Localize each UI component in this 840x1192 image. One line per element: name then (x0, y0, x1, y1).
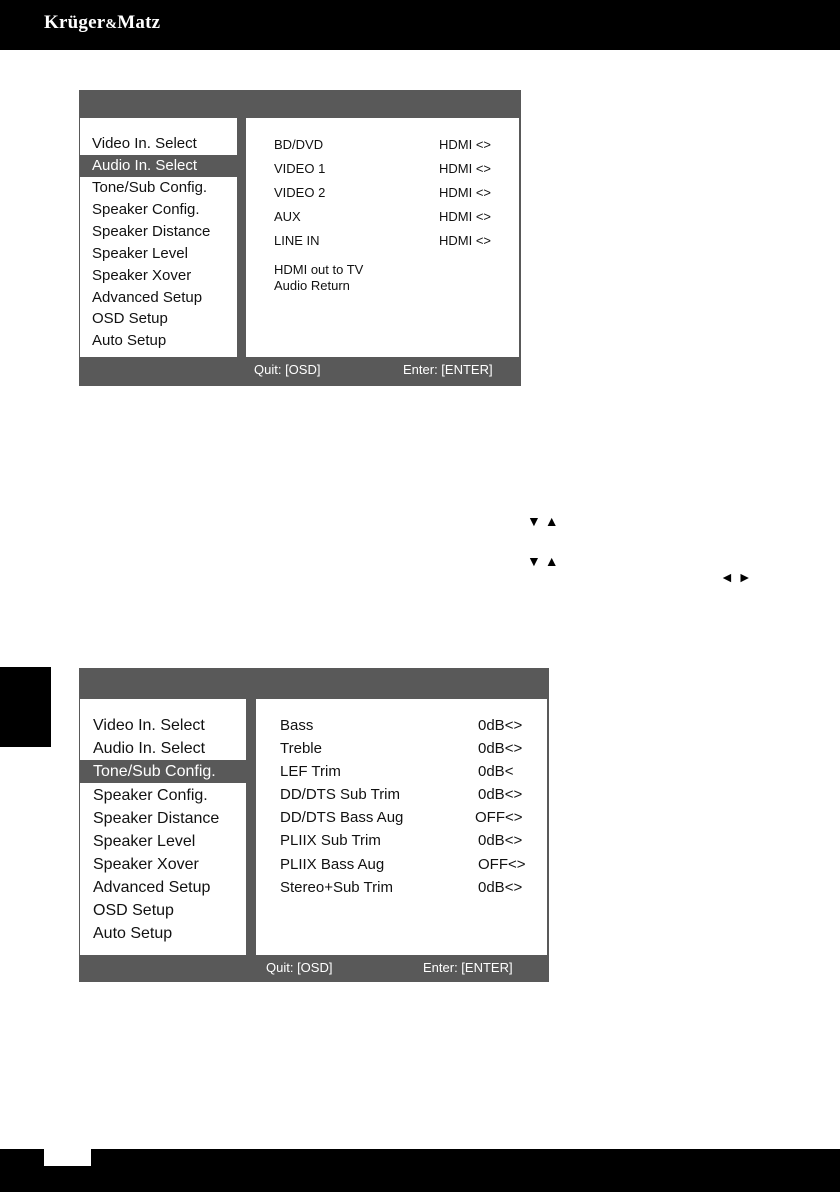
setting-value[interactable]: 0dB<> (478, 740, 523, 757)
setting-label: LEF Trim (280, 763, 341, 780)
left-right-arrows-icon: ◄ ► (720, 569, 752, 585)
setting-label: VIDEO 1 (274, 161, 326, 176)
quit-hint: Quit: [OSD] (266, 960, 333, 975)
setting-label: BD/DVD (274, 137, 324, 152)
hdmi-note-line2: Audio Return (274, 278, 350, 293)
setting-value[interactable]: 0dB< (478, 763, 514, 780)
setting-label: Bass (280, 717, 314, 734)
osd-audio-input-menu (79, 90, 521, 386)
down-up-arrows-icon: ▼ ▲ (527, 513, 559, 529)
brand-logo: Krüger&Matz (44, 12, 161, 33)
enter-hint: Enter: [ENTER] (423, 960, 513, 975)
setting-value[interactable]: OFF<> (478, 856, 526, 873)
setting-value[interactable]: 0dB<> (478, 717, 523, 734)
menu-item[interactable]: Speaker Config. (93, 787, 208, 804)
menu-item[interactable]: Speaker Xover (92, 267, 192, 284)
menu-item[interactable]: Audio In. Select (93, 740, 206, 757)
osd-menu-list (80, 699, 246, 955)
down-up-arrows-icon: ▼ ▲ (527, 553, 559, 569)
setting-value[interactable]: HDMI <> (439, 233, 492, 248)
enter-hint: Enter: [ENTER] (403, 362, 493, 377)
setting-label: AUX (274, 209, 301, 224)
menu-item[interactable]: Video In. Select (92, 135, 197, 152)
menu-item[interactable]: Speaker Level (93, 833, 196, 850)
quit-hint: Quit: [OSD] (254, 362, 321, 377)
setting-label: PLIIX Sub Trim (280, 832, 381, 849)
osd-settings-panel (256, 699, 547, 955)
setting-label: PLIIX Bass Aug (280, 856, 385, 873)
setting-value[interactable]: HDMI <> (439, 209, 492, 224)
setting-value[interactable]: 0dB<> (478, 832, 523, 849)
footer-bar (0, 1149, 840, 1192)
menu-item[interactable]: Video In. Select (93, 717, 205, 734)
setting-label: DD/DTS Sub Trim (280, 786, 401, 803)
menu-item[interactable]: Advanced Setup (92, 289, 203, 306)
side-tab (0, 667, 51, 747)
menu-item[interactable]: Auto Setup (92, 332, 167, 349)
menu-item[interactable]: OSD Setup (92, 310, 168, 327)
setting-value[interactable]: HDMI <> (439, 137, 492, 152)
setting-value[interactable]: 0dB<> (478, 879, 523, 896)
hdmi-note-line1: HDMI out to TV (274, 262, 364, 277)
menu-item[interactable]: OSD Setup (93, 902, 174, 919)
setting-value[interactable]: 0dB<> (478, 786, 523, 803)
setting-value[interactable]: HDMI <> (439, 161, 492, 176)
menu-item[interactable]: Advanced Setup (93, 879, 211, 896)
menu-item[interactable]: Speaker Distance (92, 223, 211, 240)
header-bar (0, 0, 840, 50)
setting-label: Stereo+Sub Trim (280, 879, 393, 896)
osd-menu-list (80, 118, 237, 357)
setting-value[interactable]: HDMI <> (439, 185, 492, 200)
menu-item[interactable]: Auto Setup (93, 925, 173, 942)
page-number-box (44, 1149, 91, 1166)
menu-item[interactable]: Speaker Config. (92, 201, 200, 218)
setting-value[interactable]: OFF<> (475, 809, 523, 826)
setting-label: DD/DTS Bass Aug (280, 809, 404, 826)
setting-label: LINE IN (274, 233, 320, 248)
menu-item-selected[interactable]: Audio In. Select (80, 155, 237, 177)
menu-item[interactable]: Speaker Level (92, 245, 188, 262)
menu-item-selected[interactable]: Tone/Sub Config. (80, 760, 246, 783)
setting-label: VIDEO 2 (274, 185, 326, 200)
osd-tone-sub-menu (79, 668, 549, 982)
menu-item[interactable]: Speaker Distance (93, 810, 220, 827)
menu-item[interactable]: Tone/Sub Config. (92, 179, 208, 196)
osd-settings-panel (246, 118, 519, 357)
menu-item[interactable]: Speaker Xover (93, 856, 199, 873)
setting-label: Treble (280, 740, 322, 757)
